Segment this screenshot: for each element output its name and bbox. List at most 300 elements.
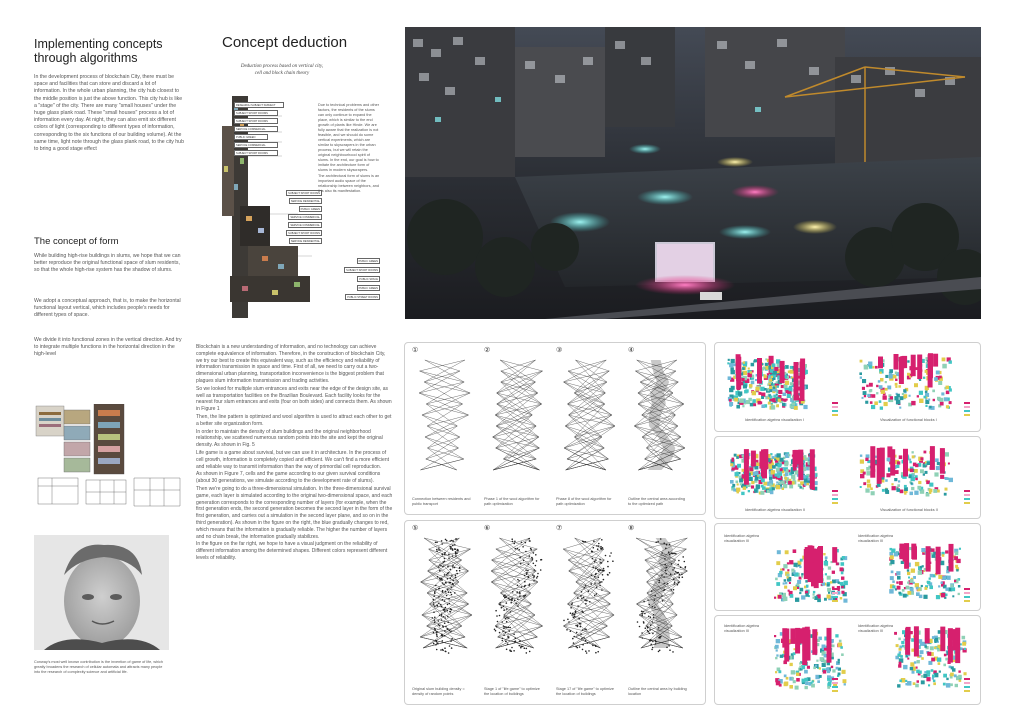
- concept-subtitle-line1: Deduction process based on vertical city,: [240, 64, 324, 69]
- cell: [929, 406, 931, 408]
- cell: [927, 652, 931, 656]
- cell: [792, 677, 795, 680]
- cell: [929, 578, 931, 580]
- tower-bar: [806, 630, 811, 661]
- tag-item: SUBJECT SPORT ROOMS: [346, 268, 378, 272]
- cell: [764, 375, 767, 378]
- cell: [910, 667, 913, 670]
- cell: [841, 572, 844, 575]
- cell: [743, 487, 746, 490]
- cell: [915, 684, 919, 688]
- cell: [895, 379, 897, 381]
- cell: [941, 582, 943, 584]
- cell: [736, 456, 739, 459]
- cell: [945, 452, 949, 456]
- cell: [863, 391, 867, 395]
- cell: [750, 403, 754, 407]
- cell: [862, 397, 864, 399]
- tag-item: SUBJECT SPORT ROOMS: [234, 110, 278, 116]
- step-drawing: [626, 536, 696, 656]
- cell: [780, 569, 782, 571]
- cell: [874, 401, 878, 405]
- cell: [956, 569, 958, 571]
- middle-paragraph: Then we're going to do a three-dimensional simulation. In the three-dimensional survival game, each layer is simulated according to the original two-dimensional space, and each generation corresponds to the corresponding number of layers (for example, when the first generation ends, the second generation becomes the second layer in the form of the first generation, and carries out a simulation in the second layer plane, and so on in the third generation). As shown in the figure on the right, the blue gradually changes to red, which means that the information is gradually reliable. The higher the number of layers and no chain break, the information gradually stabilizes.: [196, 485, 393, 540]
- middle-paragraph: So we looked for multiple slum entrances and exits near the edge of the design site, as well as transportation facilities on the Brazilian Boulevard. Each facility looks for the nearest four slum entrances and exits (four on both sides) and connects them. As shown in Figure 1: [196, 385, 392, 413]
- night-render: [405, 27, 981, 319]
- tower-bar: [925, 628, 930, 643]
- cell: [780, 458, 784, 462]
- cell: [769, 477, 772, 480]
- legend-swatch: [832, 410, 838, 412]
- step-caption: Connection between residents and public transport: [412, 497, 471, 506]
- cell: [840, 646, 843, 649]
- cell: [927, 581, 930, 584]
- cell: [730, 463, 733, 466]
- cell: [872, 394, 876, 398]
- cell: [935, 458, 939, 462]
- cell: [867, 480, 870, 483]
- cell: [904, 492, 906, 494]
- cell: [891, 571, 894, 574]
- cell: [899, 662, 902, 665]
- cell: [893, 375, 897, 379]
- cell: [864, 365, 867, 368]
- cell-cluster: [894, 626, 967, 687]
- tower-bar: [744, 449, 749, 485]
- legend-swatch: [964, 596, 970, 598]
- cell: [905, 683, 907, 685]
- cell: [730, 480, 734, 484]
- step-caption: Outline the central area according to the optimized path: [628, 497, 685, 506]
- cell: [917, 486, 921, 490]
- cell: [843, 599, 847, 603]
- cell: [892, 486, 896, 490]
- cell: [761, 405, 765, 409]
- cell: [788, 590, 790, 592]
- cell: [899, 581, 903, 585]
- cell: [835, 634, 838, 637]
- cell: [800, 486, 802, 488]
- cell: [758, 392, 761, 395]
- cell: [751, 381, 755, 385]
- cell: [775, 657, 777, 659]
- tag-item: SUBJECT SPORT ROOMS: [234, 118, 278, 124]
- cell: [924, 671, 926, 673]
- cell: [772, 487, 775, 490]
- cell: [788, 454, 790, 456]
- cell: [937, 658, 941, 662]
- tower-bar: [899, 544, 904, 560]
- cell: [742, 367, 745, 370]
- cell: [945, 550, 948, 553]
- tower-bar: [949, 544, 954, 572]
- viz-layer: [714, 342, 981, 705]
- cell: [949, 401, 952, 404]
- cell: [864, 395, 866, 397]
- cell: [926, 670, 930, 674]
- cell: [921, 675, 924, 678]
- cell: [926, 493, 930, 497]
- cell: [822, 663, 826, 667]
- cell: [926, 677, 930, 681]
- legend-swatch: [832, 414, 838, 416]
- cell: [734, 454, 737, 457]
- cell: [863, 482, 866, 485]
- cell: [923, 473, 925, 475]
- cell: [917, 680, 920, 683]
- path-lines: [420, 538, 472, 648]
- cell: [897, 586, 901, 590]
- legend-swatch: [964, 502, 970, 504]
- cell: [881, 390, 885, 394]
- cell: [946, 678, 948, 680]
- tag-item: SERVICE COMMERCIAL: [234, 142, 278, 148]
- cell: [954, 580, 956, 582]
- tag-item: PUBLIC STREET ROOMS: [347, 295, 378, 299]
- concept-subtitle-line2: cell and block chain theory: [254, 70, 310, 76]
- cell: [770, 396, 773, 399]
- tower-bar: [949, 630, 954, 641]
- step-number: ⑥: [484, 525, 491, 532]
- cell: [823, 553, 825, 555]
- cell: [911, 401, 915, 405]
- cell: [923, 377, 925, 379]
- cell: [743, 371, 747, 375]
- cell: [801, 576, 803, 578]
- tower-bar: [911, 355, 916, 377]
- color-legend: [832, 402, 838, 416]
- step-caption: Phase 8 of the wool algorithm for path optimization: [556, 497, 612, 506]
- cell: [870, 401, 873, 404]
- cell: [841, 586, 843, 588]
- tag-item: SERVICE RESIDENTIAL: [290, 239, 320, 243]
- viz-3-left-caption: Identification algebra visualization III: [724, 534, 760, 543]
- cell: [891, 549, 895, 553]
- cell: [841, 562, 845, 566]
- cell: [898, 385, 901, 388]
- cell: [743, 384, 747, 388]
- cell: [946, 386, 950, 390]
- step-6: [482, 524, 554, 701]
- cell: [942, 552, 944, 554]
- cell: [748, 398, 752, 402]
- cell: [828, 592, 830, 594]
- cell: [729, 363, 733, 367]
- cell: [872, 366, 874, 368]
- cell: [795, 686, 799, 690]
- cell: [838, 582, 840, 584]
- cell: [889, 369, 893, 373]
- cell: [899, 407, 901, 409]
- cell: [937, 645, 940, 648]
- cell: [899, 651, 901, 653]
- cell: [915, 464, 918, 467]
- cell: [729, 402, 733, 406]
- cell: [836, 667, 839, 670]
- cell: [777, 453, 781, 457]
- cell: [941, 593, 945, 597]
- cell: [796, 673, 800, 677]
- tower-bar: [870, 446, 875, 478]
- cell: [938, 585, 940, 587]
- cell: [938, 575, 942, 579]
- cell: [827, 686, 830, 689]
- cell: [811, 682, 813, 684]
- cell: [879, 400, 882, 403]
- cell: [813, 594, 815, 596]
- cell: [797, 580, 801, 584]
- cell: [871, 405, 875, 409]
- cell: [914, 469, 918, 473]
- cell: [889, 589, 894, 594]
- cell: [771, 405, 775, 409]
- cell: [808, 478, 811, 481]
- cell: [922, 565, 924, 567]
- cell: [890, 396, 893, 399]
- cell: [942, 358, 946, 362]
- cell: [896, 571, 900, 575]
- tag-item: PUBLIC SPACE: [359, 277, 378, 281]
- cell: [832, 580, 836, 584]
- cell: [739, 398, 744, 403]
- cell: [755, 477, 759, 481]
- cell: [925, 391, 928, 394]
- cell: [860, 455, 862, 457]
- cell: [793, 572, 795, 574]
- intro-paragraph: In the development process of blockchain City, there must be space and facilities that can store and discard a lot of information. In the whole urban planning, the city hub closest to the middle position is just the above function. This city hub is like a "stage" of the city. There are many "small houses" under the huge glass plank road. These "small houses" process a lot of information every day. At night, they can also emit six different colors of light (corresponding to different types of information, corresponding to the six functions of our building volume). At the same time, light note through the glass plank road, to the city hub to bring a good stage effect: [34, 74, 184, 153]
- cell-cluster: [859, 353, 952, 410]
- cell: [793, 680, 796, 683]
- cell: [799, 592, 801, 594]
- cell: [880, 378, 884, 382]
- cell: [779, 592, 782, 595]
- cell: [937, 397, 941, 401]
- cell: [958, 675, 962, 679]
- cell: [929, 483, 933, 487]
- cell: [885, 375, 888, 378]
- color-legend: [964, 402, 970, 416]
- cell: [866, 467, 870, 471]
- cell: [789, 582, 791, 584]
- cell: [732, 484, 735, 487]
- legend-swatch: [964, 678, 970, 680]
- cell: [750, 371, 752, 373]
- cell: [754, 359, 757, 362]
- cell: [876, 385, 878, 387]
- cell: [787, 394, 791, 398]
- legend-swatch: [832, 596, 838, 598]
- cell: [902, 589, 905, 592]
- cell: [827, 595, 831, 599]
- cell: [958, 585, 961, 588]
- cell: [943, 683, 946, 686]
- tower-bar: [809, 546, 814, 562]
- legend-swatch: [832, 600, 838, 602]
- tower-bar: [790, 628, 795, 644]
- cell: [950, 683, 953, 686]
- cell: [778, 390, 782, 394]
- cell: [924, 645, 927, 648]
- step-drawing: [554, 358, 624, 478]
- cell: [799, 666, 802, 669]
- cell: [805, 458, 809, 462]
- cell: [925, 405, 927, 407]
- legend-swatch: [964, 686, 970, 688]
- cell: [774, 635, 776, 637]
- cell: [918, 571, 922, 575]
- tower-bar: [917, 355, 922, 380]
- cell: [895, 372, 898, 375]
- cell: [945, 588, 948, 591]
- cell: [955, 684, 958, 687]
- cell: [756, 463, 760, 467]
- cell: [805, 593, 808, 596]
- cell: [887, 386, 891, 390]
- cell: [788, 481, 792, 485]
- cell: [773, 387, 775, 389]
- tower-bar: [759, 451, 764, 468]
- cell: [743, 361, 745, 363]
- cell: [918, 481, 921, 484]
- cell: [784, 682, 788, 686]
- tower-bar: [794, 362, 799, 400]
- cell: [920, 650, 924, 654]
- cell: [780, 464, 782, 466]
- cell: [838, 661, 840, 663]
- cell: [924, 587, 927, 590]
- cell: [865, 458, 868, 461]
- tower-bar: [818, 546, 823, 583]
- cell: [781, 481, 784, 484]
- step-4: [626, 346, 698, 511]
- cell: [952, 595, 954, 597]
- cell: [769, 379, 772, 382]
- tag-item: SUBJECT SPORT ROOMS: [234, 150, 278, 156]
- page-title-line2: through algorithms: [34, 51, 138, 65]
- legend-swatch: [964, 410, 970, 412]
- cell: [776, 561, 780, 565]
- cell: [790, 464, 792, 466]
- cell: [778, 595, 782, 599]
- cell: [776, 654, 778, 656]
- cell: [896, 644, 899, 647]
- cell: [796, 678, 800, 682]
- cell: [939, 671, 941, 673]
- cell: [777, 385, 779, 387]
- legend-swatch: [964, 414, 970, 416]
- tag-item: PUBLIC GREEN: [300, 207, 320, 211]
- cell: [755, 471, 759, 475]
- cell: [811, 684, 815, 688]
- cell: [945, 658, 948, 661]
- cell: [758, 401, 762, 405]
- tower-bar: [928, 354, 933, 387]
- cell: [909, 395, 911, 397]
- cell: [944, 654, 947, 657]
- cell: [782, 488, 784, 490]
- cell: [842, 670, 846, 674]
- step-7: [554, 524, 626, 701]
- cell: [940, 475, 944, 479]
- cell: [890, 555, 894, 559]
- cell: [775, 474, 778, 477]
- cell: [890, 560, 894, 564]
- cell: [934, 647, 936, 649]
- cell: [830, 581, 832, 583]
- cell: [902, 393, 904, 395]
- cell: [840, 582, 844, 586]
- cell: [784, 675, 787, 678]
- cell: [880, 407, 883, 410]
- cell-cluster: [730, 449, 777, 495]
- step-drawing: [410, 358, 480, 478]
- cell: [915, 562, 919, 566]
- cell: [784, 469, 786, 471]
- cell: [949, 478, 953, 482]
- cell: [777, 550, 781, 554]
- cell: [926, 362, 928, 364]
- cell: [911, 569, 915, 573]
- cell: [932, 675, 935, 678]
- cell: [914, 661, 916, 663]
- cell: [875, 366, 878, 369]
- cell: [951, 587, 955, 591]
- cell: [900, 655, 903, 658]
- step-number: ⑧: [628, 525, 635, 532]
- cell: [954, 674, 957, 677]
- cell: [905, 680, 907, 682]
- cell: [789, 386, 792, 389]
- cell: [860, 486, 862, 488]
- cell: [921, 657, 924, 660]
- cell: [869, 383, 873, 387]
- step-number: ①: [412, 347, 419, 354]
- cell-cluster: [774, 449, 818, 490]
- cell: [791, 569, 794, 572]
- tag-item: SERVICE COMMERCIAL: [290, 215, 320, 219]
- tag-item: RESEARCH SUBJECT SUBJECT: [234, 102, 284, 108]
- cell: [919, 391, 923, 395]
- cell: [943, 674, 947, 678]
- cell: [949, 388, 952, 391]
- cell: [897, 576, 901, 580]
- concept-subtitle: [222, 64, 342, 77]
- cell: [770, 491, 774, 495]
- cell: [768, 402, 771, 405]
- cell: [896, 581, 898, 583]
- cell: [895, 470, 899, 474]
- cell: [928, 674, 930, 676]
- cell: [958, 670, 960, 672]
- cell: [919, 671, 922, 674]
- cell: [807, 666, 810, 669]
- cell: [737, 464, 741, 468]
- cell: [836, 562, 839, 565]
- cell: [779, 482, 782, 485]
- cell: [860, 474, 864, 478]
- cell: [824, 648, 827, 651]
- cell: [788, 371, 791, 374]
- cell: [929, 586, 933, 590]
- cell: [948, 463, 950, 465]
- viz-1-right-caption: Visualization of functional blocks I: [880, 418, 937, 422]
- form-paragraph-2: We adopt a conceptual approach, that is, to make the horizontal functional layout vertical, which includes people's needs for different types of space.: [34, 298, 181, 319]
- tower-bar: [933, 354, 938, 367]
- legend-swatch: [964, 690, 970, 692]
- page-title-line1: Implementing concepts: [34, 37, 163, 51]
- cell: [772, 456, 775, 459]
- tower-bar: [827, 628, 832, 663]
